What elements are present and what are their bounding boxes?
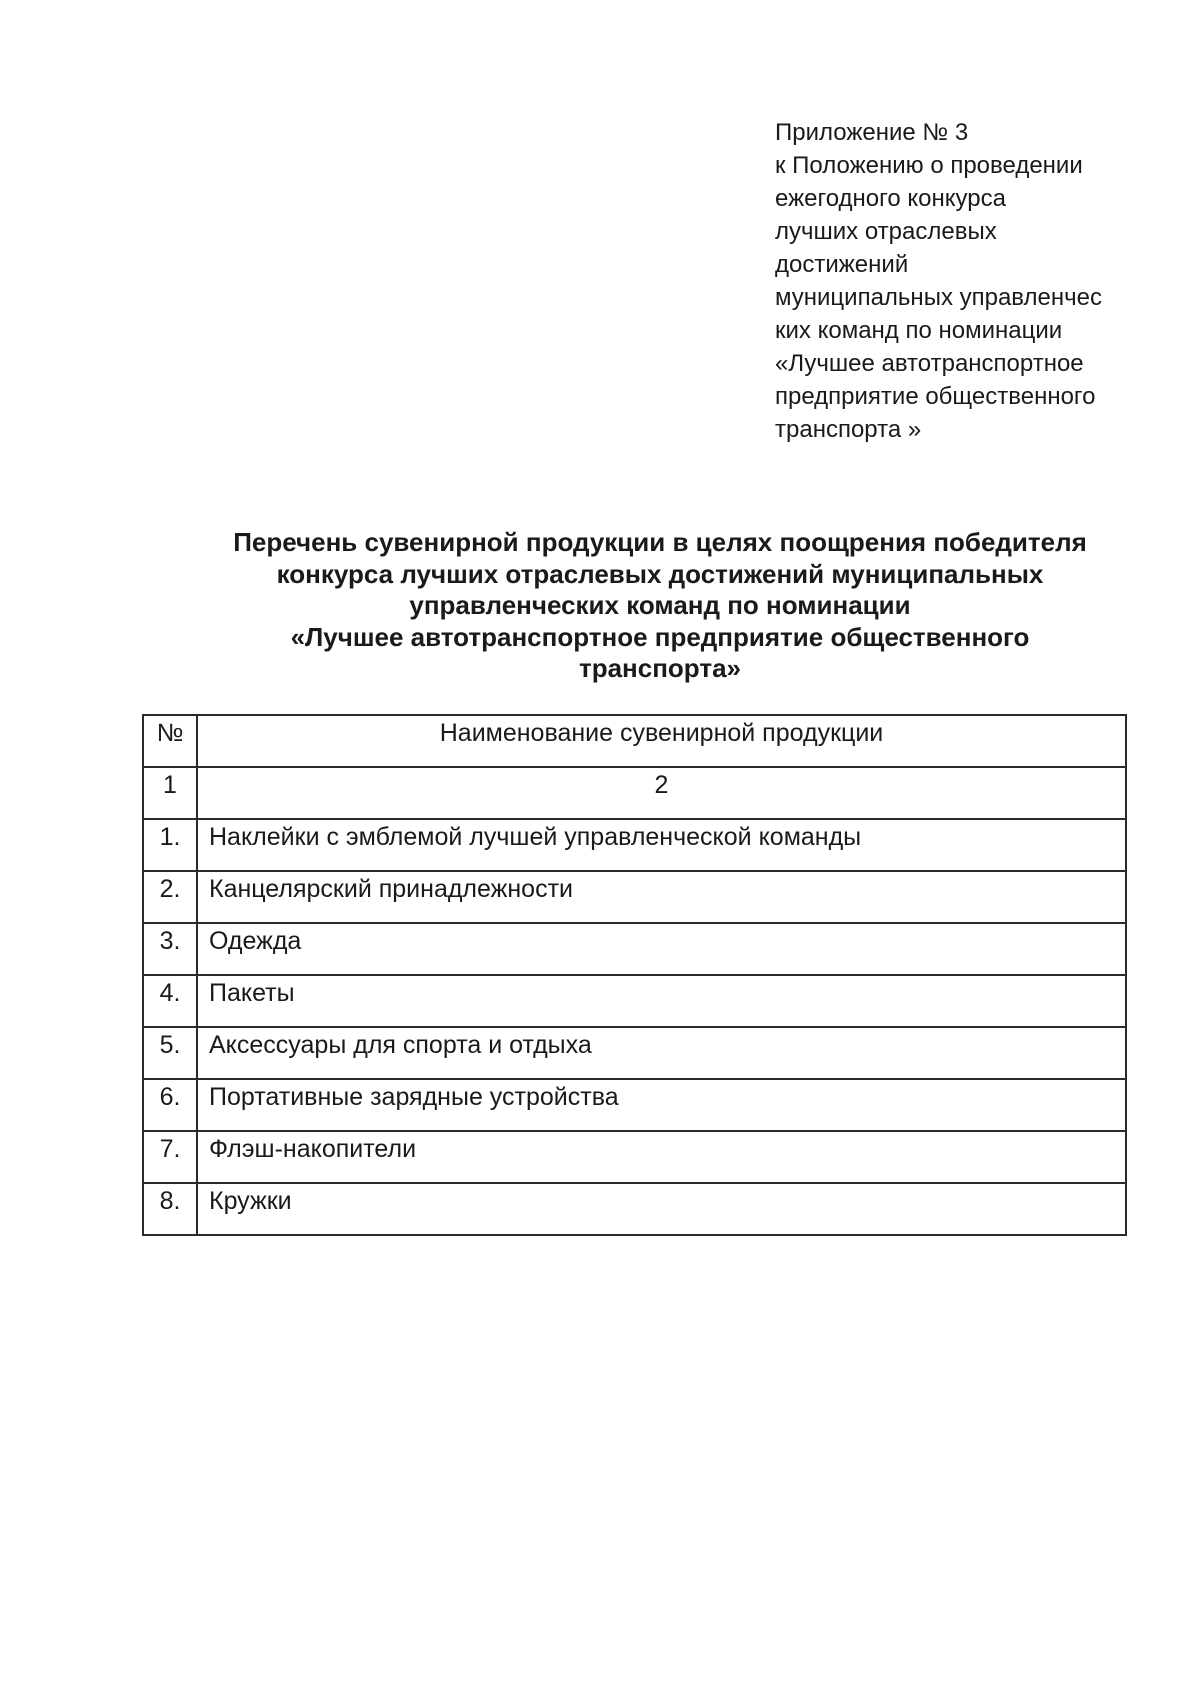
table-row	[143, 1131, 1126, 1183]
table-row	[143, 1183, 1126, 1235]
table-header-row	[143, 715, 1126, 767]
header-name-cell: Наименование сувенирной продукции	[197, 715, 1126, 767]
row-number-cell: 8.	[143, 1183, 197, 1235]
row-name-cell: Пакеты	[197, 975, 1126, 1027]
column-number-cell: 1	[143, 767, 197, 819]
table-row	[143, 1027, 1126, 1079]
row-number-cell: 7.	[143, 1131, 197, 1183]
title-line: Перечень сувенирной продукции в целях поощрения победителя	[233, 527, 1087, 557]
appendix-line: муниципальных управленчес	[775, 284, 1102, 311]
appendix-line: Приложение № 3	[775, 119, 969, 146]
row-name-cell: Портативные зарядные устройства	[197, 1079, 1126, 1131]
title-line: конкурса лучших отраслевых достижений муниципальных	[276, 558, 1044, 589]
header-num-cell: №	[143, 715, 197, 767]
column-number-row	[143, 767, 1126, 819]
appendix-line: «Лучшее автотранспортное	[775, 350, 1084, 377]
row-name-cell: Одежда	[197, 923, 1126, 975]
table-row	[143, 819, 1126, 871]
title-line: управленческих команд по номинации	[409, 590, 911, 620]
row-number-cell: 1.	[143, 819, 197, 871]
document-title	[150, 527, 1170, 685]
row-name-cell: Кружки	[197, 1183, 1126, 1235]
appendix-block	[775, 116, 1175, 446]
row-number-cell: 3.	[143, 923, 197, 975]
table-row	[143, 1079, 1126, 1131]
appendix-line: ких команд по номинации	[775, 317, 1063, 344]
appendix-line: достижений	[775, 251, 909, 278]
title-line: «Лучшее автотранспортное предприятие общественного	[290, 621, 1030, 652]
row-name-cell: Канцелярский принадлежности	[197, 871, 1126, 923]
appendix-line: предприятие общественного	[775, 383, 1096, 410]
appendix-line: лучших отраслевых	[775, 218, 997, 245]
table-row	[143, 923, 1126, 975]
row-name-cell: Аксессуары для спорта и отдыха	[197, 1027, 1126, 1079]
table-row	[143, 975, 1126, 1027]
column-number-cell: 2	[197, 767, 1126, 819]
row-number-cell: 6.	[143, 1079, 197, 1131]
appendix-line: транспорта »	[775, 416, 922, 443]
appendix-line: ежегодного конкурса	[775, 185, 1006, 212]
row-number-cell: 5.	[143, 1027, 197, 1079]
souvenir-table	[142, 714, 1127, 1236]
row-number-cell: 4.	[143, 975, 197, 1027]
row-name-cell: Наклейки с эмблемой лучшей управленческой команды	[197, 819, 1126, 871]
table-row	[143, 871, 1126, 923]
row-name-cell: Флэш-накопители	[197, 1131, 1126, 1183]
title-line: транспорта»	[578, 653, 742, 683]
appendix-line: к Положению о проведении	[775, 152, 1083, 179]
row-number-cell: 2.	[143, 871, 197, 923]
